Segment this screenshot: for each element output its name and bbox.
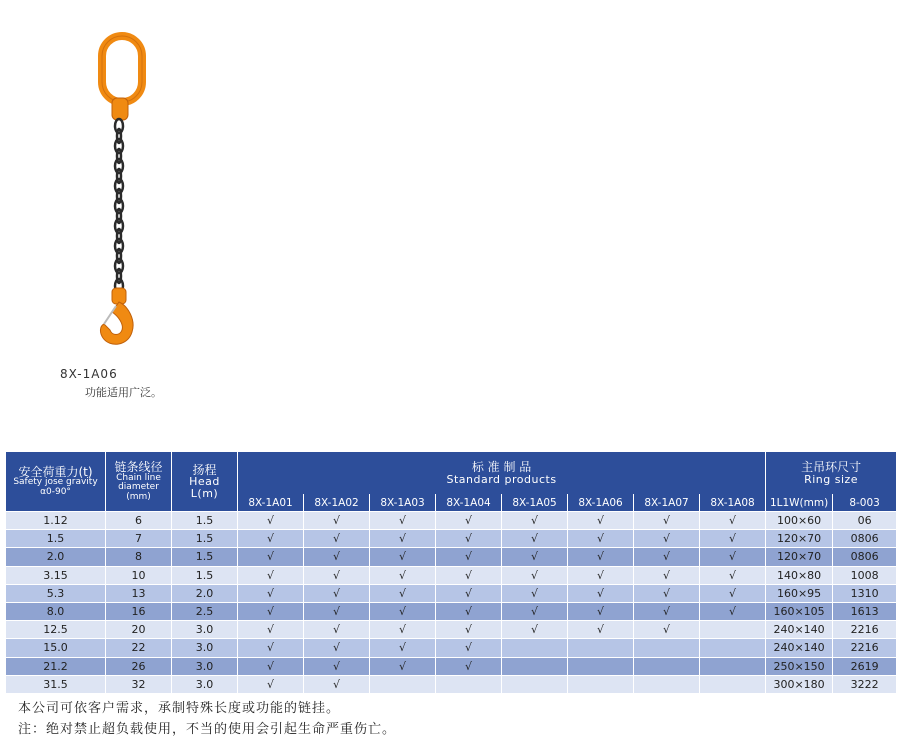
product-availability-cell: √: [700, 530, 766, 548]
product-availability-cell: √: [568, 530, 634, 548]
ring-code-cell: 3222: [833, 675, 897, 693]
chain-diameter-cell: 13: [106, 584, 172, 602]
product-availability-cell: √: [568, 566, 634, 584]
product-availability-cell: √: [238, 639, 304, 657]
product-availability-cell: √: [304, 530, 370, 548]
head-cell: 1.5: [172, 512, 238, 530]
product-availability-cell: √: [370, 548, 436, 566]
product-availability-cell: √: [700, 602, 766, 620]
coupler-link-icon: [112, 98, 128, 120]
chain-diameter-cell: 8: [106, 548, 172, 566]
load-cell: 2.0: [6, 548, 106, 566]
product-column-header: 8X-1A03: [370, 494, 436, 512]
product-availability-cell: √: [700, 512, 766, 530]
head-cell: 3.0: [172, 657, 238, 675]
product-availability-cell: √: [634, 512, 700, 530]
product-availability-cell: √: [634, 566, 700, 584]
chain-diameter-cell: 7: [106, 530, 172, 548]
head-cell: 1.5: [172, 548, 238, 566]
product-availability-cell: √: [568, 512, 634, 530]
hook-icon: [100, 288, 133, 344]
product-availability-cell: √: [436, 602, 502, 620]
product-column-header: 8X-1A06: [568, 494, 634, 512]
product-availability-cell: √: [502, 530, 568, 548]
load-cell: 5.3: [6, 584, 106, 602]
product-availability-cell: [568, 657, 634, 675]
product-availability-cell: √: [634, 621, 700, 639]
table-row: [6, 621, 897, 639]
product-availability-cell: √: [304, 639, 370, 657]
ring-size-cell: 140×80: [766, 566, 833, 584]
table-row: [6, 530, 897, 548]
table-row: [6, 548, 897, 566]
ring-code-cell: 0806: [833, 548, 897, 566]
product-availability-cell: √: [568, 548, 634, 566]
product-column-header: 8X-1A08: [700, 494, 766, 512]
product-availability-cell: √: [370, 512, 436, 530]
product-availability-cell: √: [436, 512, 502, 530]
chain-icon: [115, 119, 123, 293]
header-standard-products: 标 准 制 品 Standard products: [238, 452, 766, 494]
chain-sling-illustration: [88, 30, 158, 360]
ring-code-cell: 06: [833, 512, 897, 530]
product-availability-cell: √: [370, 639, 436, 657]
head-cell: 2.0: [172, 584, 238, 602]
load-cell: 3.15: [6, 566, 106, 584]
ring-code-cell: 2619: [833, 657, 897, 675]
load-cell: 1.5: [6, 530, 106, 548]
ring-code-cell: 1310: [833, 584, 897, 602]
product-availability-cell: √: [304, 675, 370, 693]
product-availability-cell: √: [700, 566, 766, 584]
ring-size-cell: 300×180: [766, 675, 833, 693]
product-availability-cell: √: [304, 584, 370, 602]
ring-size-cell: 120×70: [766, 530, 833, 548]
chain-diameter-cell: 26: [106, 657, 172, 675]
product-availability-cell: √: [304, 548, 370, 566]
ring-size-cell: 160×105: [766, 602, 833, 620]
product-availability-cell: [568, 639, 634, 657]
product-availability-cell: √: [436, 530, 502, 548]
product-availability-cell: √: [304, 566, 370, 584]
load-cell: 8.0: [6, 602, 106, 620]
product-availability-cell: √: [436, 548, 502, 566]
product-availability-cell: √: [370, 566, 436, 584]
product-availability-cell: √: [238, 566, 304, 584]
product-availability-cell: [634, 657, 700, 675]
product-availability-cell: √: [502, 621, 568, 639]
table-row: [6, 566, 897, 584]
product-availability-cell: √: [436, 584, 502, 602]
chain-diameter-cell: 20: [106, 621, 172, 639]
product-availability-cell: √: [370, 584, 436, 602]
product-availability-cell: [700, 675, 766, 693]
chain-diameter-cell: 10: [106, 566, 172, 584]
ring-size-cell: 120×70: [766, 548, 833, 566]
product-column-header: 8X-1A01: [238, 494, 304, 512]
product-availability-cell: √: [568, 602, 634, 620]
product-availability-cell: √: [502, 584, 568, 602]
ring-code-cell: 2216: [833, 621, 897, 639]
product-availability-cell: √: [304, 602, 370, 620]
ring-size-cell: 250×150: [766, 657, 833, 675]
product-availability-cell: √: [370, 657, 436, 675]
product-availability-cell: √: [238, 584, 304, 602]
product-availability-cell: [502, 675, 568, 693]
head-cell: 3.0: [172, 675, 238, 693]
product-availability-cell: √: [502, 548, 568, 566]
ring-column-header: 1L1W(mm): [766, 494, 833, 512]
chain-diameter-cell: 6: [106, 512, 172, 530]
ring-column-header: 8-003: [833, 494, 897, 512]
product-availability-cell: [700, 657, 766, 675]
table-row: [6, 675, 897, 693]
ring-size-cell: 240×140: [766, 621, 833, 639]
table-row: [6, 512, 897, 530]
table-body: [6, 512, 897, 693]
chain-link: [115, 239, 123, 253]
ring-size-cell: 100×60: [766, 512, 833, 530]
ring-code-cell: 2216: [833, 639, 897, 657]
product-availability-cell: √: [304, 512, 370, 530]
product-availability-cell: √: [700, 548, 766, 566]
product-availability-cell: √: [502, 602, 568, 620]
product-availability-cell: √: [238, 621, 304, 639]
load-cell: 15.0: [6, 639, 106, 657]
product-availability-cell: √: [634, 584, 700, 602]
product-column-header: 8X-1A02: [304, 494, 370, 512]
product-availability-cell: √: [370, 602, 436, 620]
safety-warning-note: 注：绝对禁止超负载使用，不当的使用会引起生命严重伤亡。: [18, 722, 397, 737]
ring-size-cell: 160×95: [766, 584, 833, 602]
header-ring-size: 主吊环尺寸 Ring size: [766, 452, 897, 494]
product-availability-cell: √: [238, 657, 304, 675]
head-cell: 2.5: [172, 602, 238, 620]
product-availability-cell: [700, 621, 766, 639]
product-availability-cell: √: [436, 566, 502, 584]
chain-link: [115, 179, 123, 193]
chain-link: [115, 219, 123, 233]
chain-diameter-cell: 32: [106, 675, 172, 693]
product-availability-cell: √: [238, 675, 304, 693]
product-availability-cell: √: [634, 548, 700, 566]
load-cell: 12.5: [6, 621, 106, 639]
product-availability-cell: √: [700, 584, 766, 602]
head-cell: 1.5: [172, 566, 238, 584]
load-cell: 1.12: [6, 512, 106, 530]
table-row: [6, 602, 897, 620]
product-availability-cell: √: [304, 657, 370, 675]
product-availability-cell: [436, 675, 502, 693]
product-column-header: 8X-1A05: [502, 494, 568, 512]
table-row: [6, 639, 897, 657]
product-availability-cell: √: [568, 584, 634, 602]
product-model-label: 8X-1A06: [60, 367, 118, 381]
ring-code-cell: 1008: [833, 566, 897, 584]
product-availability-cell: [502, 639, 568, 657]
custom-order-note: 本公司可依客户需求，承制特殊长度或功能的链挂。: [18, 701, 341, 716]
product-availability-cell: √: [502, 512, 568, 530]
header-chain-diameter: 链条线径 Chain line diameter (mm): [106, 452, 172, 512]
master-ring-icon: [102, 36, 142, 102]
chain-link: [115, 259, 123, 273]
product-availability-cell: √: [238, 548, 304, 566]
product-availability-cell: [370, 675, 436, 693]
load-cell: 21.2: [6, 657, 106, 675]
ring-code-cell: 1613: [833, 602, 897, 620]
product-availability-cell: [568, 675, 634, 693]
product-availability-cell: √: [436, 657, 502, 675]
product-availability-cell: √: [304, 621, 370, 639]
table-row: [6, 657, 897, 675]
chain-link: [115, 139, 123, 153]
product-availability-cell: [634, 675, 700, 693]
product-availability-cell: [700, 639, 766, 657]
chain-link: [115, 199, 123, 213]
product-availability-cell: √: [238, 602, 304, 620]
head-cell: 1.5: [172, 530, 238, 548]
product-availability-cell: [634, 639, 700, 657]
product-availability-cell: √: [634, 530, 700, 548]
ring-code-cell: 0806: [833, 530, 897, 548]
chain-link: [115, 119, 123, 133]
product-availability-cell: √: [370, 621, 436, 639]
product-availability-cell: √: [436, 639, 502, 657]
table-row: [6, 584, 897, 602]
product-column-header: 8X-1A07: [634, 494, 700, 512]
product-availability-cell: √: [238, 530, 304, 548]
load-cell: 31.5: [6, 675, 106, 693]
head-cell: 3.0: [172, 639, 238, 657]
header-load: 安全荷重力(t) Safety jose gravity α0-90°: [6, 452, 106, 512]
product-availability-cell: √: [634, 602, 700, 620]
header-head: 扬程 Head L(m): [172, 452, 238, 512]
head-cell: 3.0: [172, 621, 238, 639]
product-availability-cell: [502, 657, 568, 675]
product-availability-cell: √: [238, 512, 304, 530]
chain-link: [115, 159, 123, 173]
product-column-header: 8X-1A04: [436, 494, 502, 512]
product-availability-cell: √: [370, 530, 436, 548]
product-description: 功能适用广泛。: [85, 386, 162, 399]
product-availability-cell: √: [436, 621, 502, 639]
ring-size-cell: 240×140: [766, 639, 833, 657]
chain-diameter-cell: 22: [106, 639, 172, 657]
product-availability-cell: √: [502, 566, 568, 584]
specification-table: [5, 452, 897, 693]
chain-diameter-cell: 16: [106, 602, 172, 620]
product-availability-cell: √: [568, 621, 634, 639]
